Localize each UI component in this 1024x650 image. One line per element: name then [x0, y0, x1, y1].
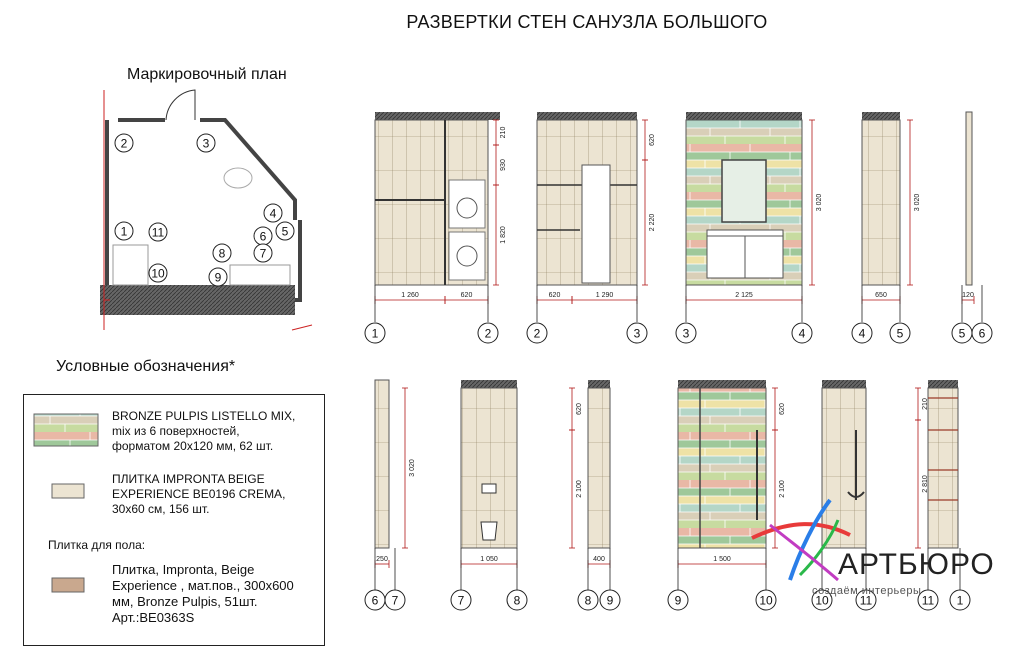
page-title: РАЗВЕРТКИ СТЕН САНУЗЛА БОЛЬШОГО [406, 12, 768, 32]
axis-marker-label: 2 [533, 326, 541, 341]
axis-marker [365, 590, 385, 610]
dimension-label: 3 020 [816, 193, 823, 212]
horizontal-dimension [678, 556, 766, 568]
axis-marker [676, 323, 696, 343]
axis-marker [627, 323, 647, 343]
plan-marker [115, 134, 133, 152]
horizontal-dimension [375, 556, 389, 568]
dimension-label: 1 820 [500, 226, 507, 244]
plan-marker [213, 244, 231, 262]
plan-marker-label: 8 [218, 246, 226, 261]
dimension-label: 250 [376, 556, 388, 563]
axis-marker [792, 323, 812, 343]
dimension-label: 620 [460, 292, 473, 299]
plan-marker-label: 1 [120, 224, 128, 239]
horizontal-dimension [445, 292, 488, 304]
dimension-label: 650 [875, 292, 887, 299]
elevation-10-11 [822, 380, 866, 548]
vertical-dimension [915, 420, 929, 548]
plan-marker-label: 4 [269, 206, 277, 221]
legend-item-3-line: Плитка, Impronta, Beige [112, 562, 255, 577]
plan-marker [264, 204, 282, 222]
horizontal-dimension [572, 292, 637, 304]
elevation-8-9 [588, 380, 610, 548]
plan-marker-label: 2 [120, 136, 128, 151]
plan-marker-label: 5 [281, 224, 289, 239]
dimension-label: 2 220 [649, 213, 656, 232]
axis-marker [952, 323, 972, 343]
horizontal-dimension [588, 556, 610, 568]
dimension-label: 620 [649, 134, 656, 146]
legend-item-3 [112, 562, 322, 626]
axis-marker [365, 323, 385, 343]
dimension-label: 930 [500, 159, 507, 171]
axis-marker-label: 4 [798, 326, 806, 341]
axis-marker-label: 5 [896, 326, 904, 341]
axis-marker [478, 323, 498, 343]
axis-marker-label: 11 [921, 593, 935, 608]
axis-marker [668, 590, 688, 610]
dimension-label: 120 [962, 292, 974, 299]
axis-marker-label: 2 [484, 326, 492, 341]
dimension-label: 210 [922, 398, 929, 410]
axis-marker [950, 590, 970, 610]
legend-item-2 [112, 472, 322, 517]
axis-marker [890, 323, 910, 343]
logo-name: АРТБЮРО [838, 548, 995, 581]
elevation-1-2 [375, 112, 500, 285]
vertical-dimension [642, 160, 656, 285]
vertical-dimension [907, 120, 921, 285]
axis-marker-label: 6 [371, 593, 379, 608]
legend-item-2-line: 30x60 см, 156 шт. [112, 502, 210, 516]
dimension-label: 210 [500, 126, 507, 139]
axis-marker-label: 7 [457, 593, 465, 608]
dimension-label: 1 500 [713, 556, 731, 563]
elevation-9-10 [678, 380, 766, 548]
elevation-2-3 [537, 112, 637, 285]
axis-marker-label: 11 [859, 593, 873, 608]
axis-marker [600, 590, 620, 610]
plan-marker [276, 222, 294, 240]
legend-item-1-line: BRONZE PULPIS LISTELLO MIX, [112, 409, 296, 423]
axis-marker [972, 323, 992, 343]
plan-marker [209, 268, 227, 286]
axis-marker [451, 590, 471, 610]
legend-item-3-line: Арт.:BE0363S [112, 610, 195, 625]
axis-marker-label: 8 [584, 593, 592, 608]
axis-marker [507, 590, 527, 610]
vertical-dimension [569, 388, 583, 430]
legend-floor-heading: Плитка для пола: [48, 538, 146, 552]
dimension-label: 2 100 [779, 480, 786, 498]
axis-marker-label: 9 [606, 593, 614, 608]
plan-marker [149, 223, 167, 241]
legend-item-1 [112, 409, 322, 454]
vertical-dimension [772, 388, 786, 430]
plan-marker [115, 222, 133, 240]
legend-item-2-line: EXPERIENCE BE0196 CREMA, [112, 487, 286, 501]
dimension-label: 400 [593, 556, 605, 563]
plan-marker-label: 9 [214, 270, 222, 285]
horizontal-dimension [962, 292, 974, 304]
vertical-dimension [809, 120, 823, 285]
logo-tagline: создаём интерьеры [812, 585, 922, 597]
vertical-dimension [915, 388, 929, 420]
axis-marker-label: 1 [956, 593, 964, 608]
plan-marker [149, 264, 167, 282]
dimension-label: 1 290 [595, 292, 614, 299]
legend-item-3-line: Experience , мат.пов., 300x600 [112, 578, 294, 593]
elevation-5-6 [966, 112, 972, 285]
axis-marker [756, 590, 776, 610]
plan-marker-label: 7 [259, 246, 267, 261]
horizontal-dimension [686, 292, 802, 304]
axis-marker-label: 7 [391, 593, 399, 608]
horizontal-dimension [862, 292, 900, 304]
elevation-6-7 [375, 380, 389, 548]
plan-title: Маркировочный план [127, 66, 287, 83]
vertical-dimension [402, 388, 416, 548]
dimension-label: 3 020 [409, 459, 416, 477]
dimension-label: 620 [779, 403, 786, 415]
elevation-3-4 [686, 112, 802, 285]
vertical-dimension [569, 430, 583, 548]
dimension-label: 620 [576, 403, 583, 415]
plan-marker-label: 10 [151, 266, 165, 281]
elevation-7-8 [461, 380, 517, 548]
horizontal-dimension [461, 556, 517, 568]
axis-marker-label: 3 [633, 326, 641, 341]
axis-marker-label: 9 [674, 593, 682, 608]
plan-marker-label: 3 [202, 136, 210, 151]
axis-marker-label: 10 [815, 593, 829, 608]
vertical-dimension [493, 145, 507, 185]
horizontal-dimension [537, 292, 572, 304]
plan-marker [254, 244, 272, 262]
vertical-dimension [493, 185, 507, 285]
dimension-label: 1 050 [480, 556, 498, 563]
axis-marker-label: 6 [978, 326, 986, 341]
elevation-4-5 [862, 112, 900, 285]
dimension-label: 1 260 [401, 292, 419, 299]
axis-marker-label: 10 [759, 593, 773, 608]
axis-marker [385, 590, 405, 610]
dimension-label: 620 [548, 292, 561, 299]
axis-marker-label: 5 [958, 326, 966, 341]
axis-marker-label: 1 [371, 326, 379, 341]
horizontal-dimension [375, 292, 445, 304]
dimension-label: 2 100 [576, 480, 583, 498]
axis-marker-label: 3 [682, 326, 690, 341]
legend-title: Условные обозначения* [56, 358, 236, 375]
legend-item-2-line: ПЛИТКА IMPRONTA BEIGE [112, 472, 265, 486]
dimension-label: 2 125 [735, 292, 753, 299]
vertical-dimension [493, 120, 507, 145]
axis-marker-label: 8 [513, 593, 521, 608]
dimension-label: 3 020 [914, 193, 921, 212]
axis-marker [852, 323, 872, 343]
vertical-dimension [642, 120, 656, 160]
plan-marker-label: 11 [151, 225, 165, 240]
axis-marker [578, 590, 598, 610]
dimension-label: 2 810 [922, 475, 929, 493]
axis-marker [527, 323, 547, 343]
plan-marker [197, 134, 215, 152]
legend-item-1-line: mix из 6 поверхностей, [112, 424, 240, 438]
legend-item-1-line: форматом 20x120 мм, 62 шт. [112, 439, 274, 453]
axis-marker-label: 4 [858, 326, 866, 341]
plan-marker [254, 227, 272, 245]
elevation-11-1 [928, 380, 958, 548]
legend-item-3-line: мм, Bronze Pulpis, 51шт. [112, 594, 258, 609]
plan-marker-label: 6 [259, 229, 267, 244]
